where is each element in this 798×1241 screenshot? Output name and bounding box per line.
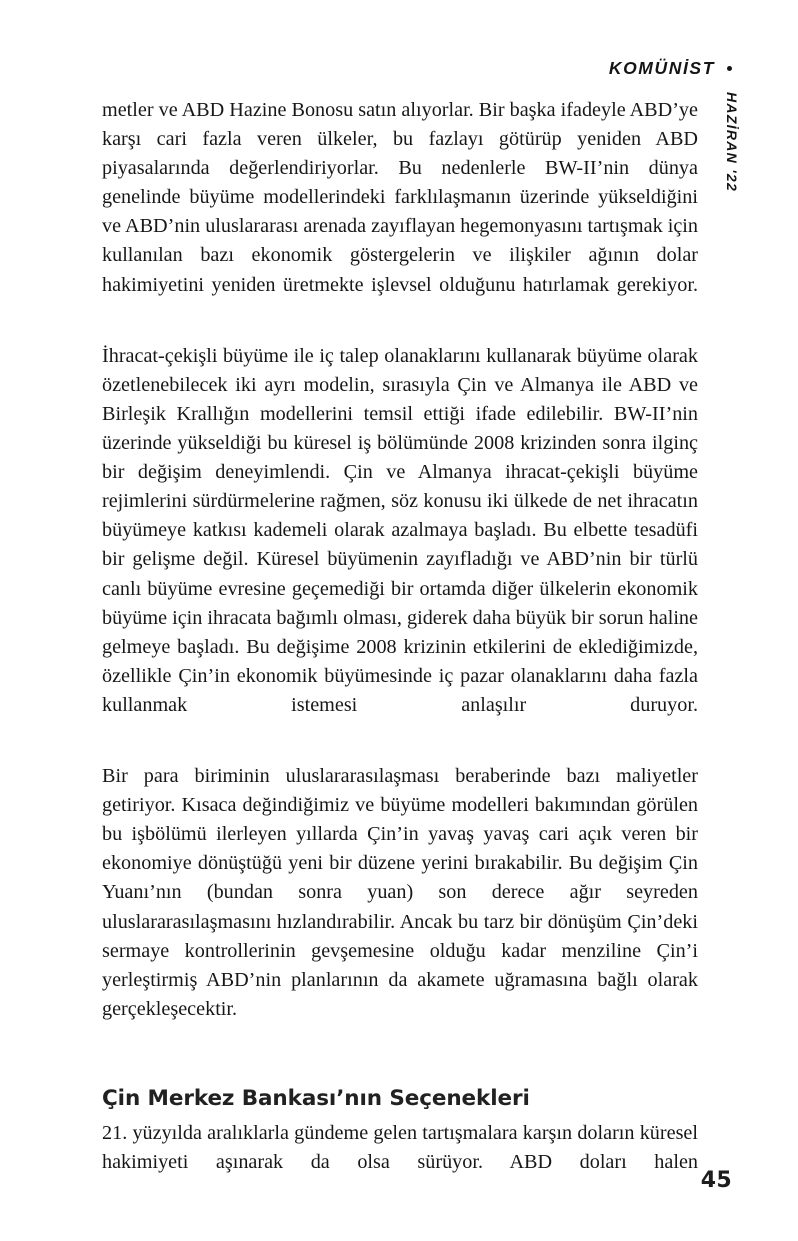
body-paragraph: 21. yüzyılda aralıklarla gündeme gelen tartışmalara karşın doların küresel hakimiyeti aşınarak da olsa sürüyor. ABD doları halen [102,1122,698,1174]
bullet-dot-icon [727,66,732,71]
text-column [102,96,698,1206]
page-number: 45 [700,1168,732,1193]
body-paragraph: metler ve ABD Hazine Bonosu satın alıyorlar. Bir başka ifadeyle ABD’ye karşı cari fazla veren ülkeler, bu fazlayı götürüp yeniden ABD piyasalarında değerlendiriyorlar. Bu nedenlerle BW-II’nin dünya genelinde büyüme modellerindeki farklılaşmanın üzerinde yükseldiğini ve ABD’nin uluslararası arenada zayıflayan hegemonyasını tartışmak için kullanılan bazı ekonomik göstergelerin ve ilişkiler ağının dolar hakimiyetini yeniden üretmekte işlevsel olduğunu hatırlamak gerekiyor. [102,99,698,296]
body-paragraph: İhracat-çekişli büyüme ile iç talep olanaklarını kullanarak büyüme olarak özetlenebilecek iki ayrı modelin, sırasıyla Çin ve Almanya ile ABD ve Birleşik Krallığın modellerini temsil ettiği ifade edilebilir. BW-II’nin üzerinde yükseldiği bu küresel iş bölümünde 2008 krizinden sonra ilginç bir değişim deneyimlendi. Çin ve Almanya ihracat-çekişli büyüme rejimlerini sürdürmelerine rağmen, söz konusu iki ülkede de net ihracatın büyümeye katkısı kademeli olarak azalmaya başladı. Bu elbette tesadüfi bir gelişme değil. Küresel büyümenin zayıfladığı ve ABD’nin bir türlü canlı büyüme evresine geçemediği bir ortamda diğer ülkelerin ekonomik büyüme için ihracata bağımlı olması, giderek daha büyük bir sorun haline gelmeye başladı. Bu değişime 2008 krizinin etkilerini de eklediğimizde, özellikle Çin’in ekonomik büyümesinde iç pazar olanaklarını daha fazla kullanmak istemesi anlaşılır duruyor. [102,344,698,716]
section-heading: Çin Merkez Bankası’nın Seçenekleri [102,1086,530,1111]
publication-title: KOMÜNİST [608,58,715,78]
issue-date-label: HAZİRAN '22 [724,92,740,193]
body-paragraph: Bir para biriminin uluslararasılaşması beraberinde bazı maliyetler getiriyor. Kısaca değindiğimiz ve büyüme modelleri bakımından görülen bu işbölümü ilerleyen yıllarda Çin’in yavaş yavaş cari açık veren bir ekonomiye dönüştüğü yeni bir düzene yerini bırakabilir. Bu değişim Çin Yuanı’nın (bundan sonra yuan) son derece ağır seyreden uluslararasılaşmasını hızlandırabilir. Ancak bu tarz bir dönüşüm Çin’deki sermaye kontrollerinin gevşemesine olduğu kadar menziline Çin’i yerleştirmiş ABD’nin planlarının da akamete uğramasına bağlı olarak gerçekleşecektir. [102,765,698,1020]
running-header [609,58,732,79]
issue-date-vertical [720,92,744,222]
